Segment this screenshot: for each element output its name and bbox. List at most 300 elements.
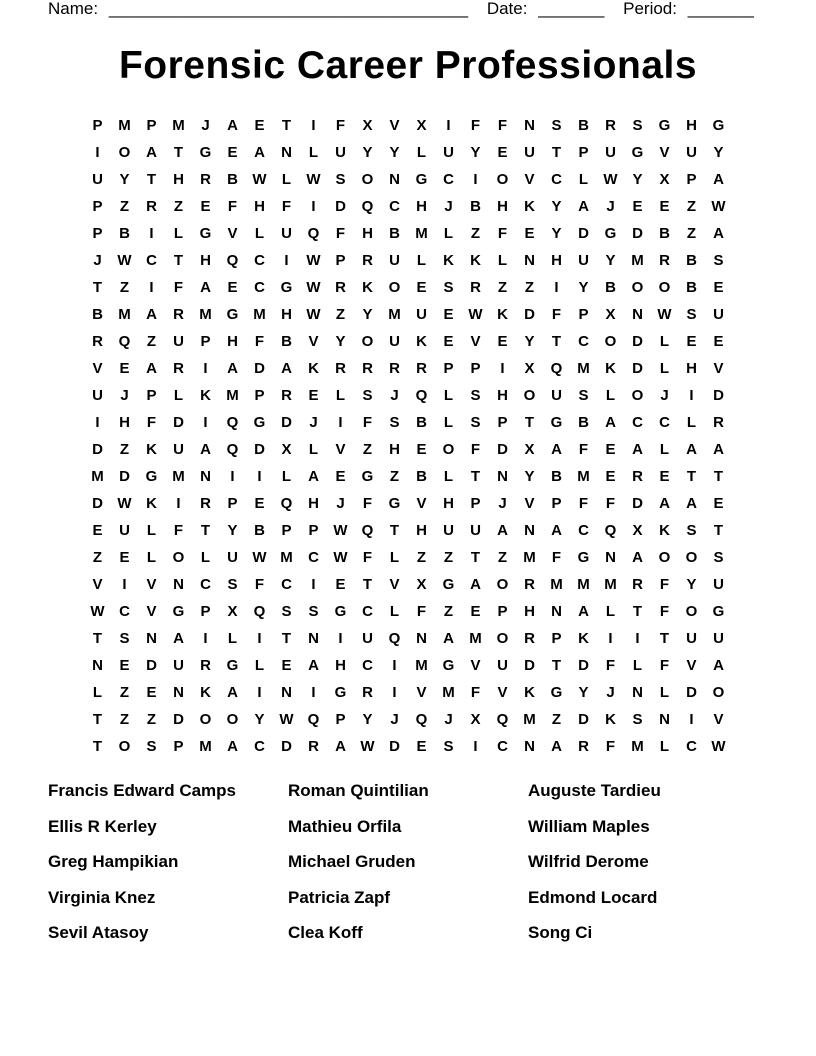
grid-letter[interactable]: Z [119,198,130,215]
grid-letter[interactable]: P [200,333,211,350]
grid-letter[interactable]: H [362,225,373,242]
grid-letter[interactable]: L [605,603,616,620]
grid-letter[interactable]: O [118,144,131,161]
grid-letter[interactable]: D [92,441,103,458]
grid-letter[interactable]: Z [551,711,562,728]
grid-letter[interactable]: R [578,738,589,755]
grid-letter[interactable]: O [658,279,671,296]
grid-letter[interactable]: S [470,414,481,431]
grid-letter[interactable]: I [257,468,262,485]
grid-letter[interactable]: O [118,738,131,755]
grid-letter[interactable]: V [524,171,535,188]
grid-letter[interactable]: B [578,117,589,134]
grid-letter[interactable]: F [173,522,184,539]
grid-letter[interactable]: T [632,603,643,620]
grid-letter[interactable]: D [578,657,589,674]
grid-letter[interactable]: E [713,279,724,296]
grid-letter[interactable]: A [713,171,724,188]
grid-letter[interactable]: E [119,657,130,674]
grid-letter[interactable]: O [685,549,698,566]
grid-letter[interactable]: G [658,117,671,134]
grid-letter[interactable]: M [577,576,590,593]
grid-letter[interactable]: U [686,630,697,647]
grid-letter[interactable]: T [551,144,562,161]
grid-letter[interactable]: I [203,360,208,377]
grid-letter[interactable]: M [550,576,563,593]
grid-letter[interactable]: D [632,333,643,350]
grid-letter[interactable]: P [200,603,211,620]
grid-letter[interactable]: D [524,306,535,323]
grid-letter[interactable]: Z [146,333,157,350]
grid-letter[interactable]: L [281,171,292,188]
grid-letter[interactable]: D [281,738,292,755]
grid-letter[interactable]: X [227,603,238,620]
grid-letter[interactable]: K [146,441,157,458]
grid-letter[interactable]: Y [551,225,562,242]
grid-letter[interactable]: Z [119,711,130,728]
grid-letter[interactable]: U [713,630,724,647]
grid-letter[interactable]: H [551,252,562,269]
grid-letter[interactable]: N [632,306,643,323]
grid-letter[interactable]: Q [361,198,374,215]
grid-letter[interactable]: R [659,252,670,269]
grid-letter[interactable]: L [254,225,265,242]
grid-letter[interactable]: N [551,603,562,620]
grid-letter[interactable]: F [362,414,373,431]
grid-letter[interactable]: G [226,657,239,674]
grid-letter[interactable]: N [524,117,535,134]
grid-letter[interactable]: U [173,441,184,458]
grid-letter[interactable]: W [711,738,726,755]
grid-letter[interactable]: E [119,360,130,377]
grid-letter[interactable]: V [146,576,157,593]
grid-letter[interactable]: A [173,630,184,647]
grid-letter[interactable]: A [713,441,724,458]
grid-letter[interactable]: R [92,333,103,350]
grid-letter[interactable]: N [92,657,103,674]
grid-letter[interactable]: X [362,117,373,134]
grid-letter[interactable]: I [608,630,613,647]
grid-letter[interactable]: L [146,549,157,566]
grid-letter[interactable]: I [95,414,100,431]
grid-letter[interactable]: H [497,198,508,215]
grid-letter[interactable]: J [336,495,345,512]
grid-letter[interactable]: D [497,441,508,458]
grid-letter[interactable]: I [203,414,208,431]
grid-letter[interactable]: G [712,117,725,134]
grid-letter[interactable]: W [468,306,483,323]
grid-letter[interactable]: Z [173,198,184,215]
grid-letter[interactable]: D [92,495,103,512]
grid-letter[interactable]: K [146,495,157,512]
grid-letter[interactable]: T [92,630,103,647]
grid-letter[interactable]: T [200,522,211,539]
grid-letter[interactable]: P [227,495,238,512]
grid-letter[interactable]: S [227,576,238,593]
grid-letter[interactable]: M [577,468,590,485]
grid-letter[interactable]: E [632,198,643,215]
grid-letter[interactable]: Q [415,387,428,404]
grid-letter[interactable]: A [605,414,616,431]
grid-letter[interactable]: A [227,117,238,134]
grid-letter[interactable]: M [226,387,239,404]
grid-letter[interactable]: T [551,333,562,350]
grid-letter[interactable]: Y [362,711,373,728]
grid-letter[interactable]: W [117,495,132,512]
grid-letter[interactable]: X [281,441,292,458]
grid-letter[interactable]: Z [92,549,103,566]
grid-letter[interactable]: F [605,495,616,512]
grid-letter[interactable]: P [92,198,103,215]
grid-letter[interactable]: S [281,603,292,620]
grid-letter[interactable]: E [713,333,724,350]
grid-letter[interactable]: R [632,576,643,593]
grid-letter[interactable]: F [659,657,670,674]
grid-letter[interactable]: X [416,576,427,593]
grid-letter[interactable]: M [442,684,455,701]
grid-letter[interactable]: T [686,468,697,485]
grid-letter[interactable]: Q [226,252,239,269]
grid-letter[interactable]: Y [605,252,616,269]
grid-letter[interactable]: A [200,441,211,458]
grid-letter[interactable]: B [254,522,265,539]
grid-letter[interactable]: T [281,117,292,134]
grid-letter[interactable]: D [281,414,292,431]
grid-letter[interactable]: T [659,630,670,647]
grid-letter[interactable]: S [713,549,724,566]
grid-letter[interactable]: E [605,441,616,458]
grid-letter[interactable]: T [389,522,400,539]
grid-letter[interactable]: G [550,684,563,701]
grid-letter[interactable]: S [551,117,562,134]
grid-letter[interactable]: U [551,387,562,404]
grid-letter[interactable]: A [200,279,211,296]
grid-letter[interactable]: T [470,549,481,566]
grid-letter[interactable]: O [523,387,536,404]
grid-letter[interactable]: P [551,630,562,647]
grid-letter[interactable]: T [551,657,562,674]
grid-letter[interactable]: T [173,252,184,269]
grid-letter[interactable]: E [92,522,103,539]
grid-letter[interactable]: Q [280,495,293,512]
grid-letter[interactable]: U [335,144,346,161]
grid-letter[interactable]: P [281,522,292,539]
grid-letter[interactable]: A [227,684,238,701]
grid-letter[interactable]: K [308,360,319,377]
grid-letter[interactable]: C [578,333,589,350]
grid-letter[interactable]: B [605,279,616,296]
grid-letter[interactable]: N [497,468,508,485]
grid-letter[interactable]: L [227,630,238,647]
grid-letter[interactable]: I [446,117,451,134]
grid-letter[interactable]: Y [578,684,589,701]
grid-letter[interactable]: P [497,603,508,620]
grid-letter[interactable]: N [146,630,157,647]
grid-letter[interactable]: I [257,630,262,647]
grid-letter[interactable]: M [577,360,590,377]
grid-letter[interactable]: O [199,711,212,728]
grid-letter[interactable]: K [605,360,616,377]
grid-letter[interactable]: H [119,414,130,431]
grid-letter[interactable]: P [686,171,697,188]
grid-letter[interactable]: C [119,603,130,620]
grid-letter[interactable]: V [686,657,697,674]
grid-letter[interactable]: E [416,279,427,296]
grid-letter[interactable]: N [416,630,427,647]
grid-letter[interactable]: W [117,252,132,269]
grid-letter[interactable]: O [685,603,698,620]
grid-letter[interactable]: S [686,306,697,323]
grid-letter[interactable]: T [524,414,535,431]
grid-letter[interactable]: W [306,171,321,188]
grid-letter[interactable]: W [333,522,348,539]
grid-letter[interactable]: I [311,117,316,134]
grid-letter[interactable]: F [605,657,616,674]
grid-letter[interactable]: K [200,684,211,701]
grid-letter[interactable]: A [308,468,319,485]
grid-letter[interactable]: J [201,117,210,134]
grid-letter[interactable]: N [524,252,535,269]
grid-letter[interactable]: D [389,738,400,755]
grid-letter[interactable]: I [392,684,397,701]
grid-letter[interactable]: K [497,306,508,323]
grid-letter[interactable]: K [416,333,427,350]
grid-letter[interactable]: J [309,414,318,431]
grid-letter[interactable]: A [227,360,238,377]
grid-letter[interactable]: S [119,630,130,647]
grid-letter[interactable]: A [632,441,643,458]
grid-letter[interactable]: Z [686,225,697,242]
grid-letter[interactable]: D [254,441,265,458]
grid-letter[interactable]: G [631,144,644,161]
grid-letter[interactable]: E [227,279,238,296]
grid-letter[interactable]: N [524,522,535,539]
name-blank[interactable]: ______________________________________ [108,0,469,18]
grid-letter[interactable]: V [713,360,724,377]
grid-letter[interactable]: D [524,657,535,674]
grid-letter[interactable]: E [470,603,481,620]
grid-letter[interactable]: L [578,171,589,188]
grid-letter[interactable]: E [605,468,616,485]
grid-letter[interactable]: U [416,306,427,323]
grid-letter[interactable]: S [335,171,346,188]
grid-letter[interactable]: L [659,333,670,350]
grid-letter[interactable]: B [470,198,481,215]
grid-letter[interactable]: E [335,576,346,593]
grid-letter[interactable]: T [713,522,724,539]
grid-letter[interactable]: P [578,306,589,323]
grid-letter[interactable]: Y [551,198,562,215]
grid-letter[interactable]: H [254,198,265,215]
grid-letter[interactable]: E [659,198,670,215]
grid-letter[interactable]: Q [604,522,617,539]
grid-letter[interactable]: S [443,738,454,755]
grid-letter[interactable]: R [389,360,400,377]
grid-letter[interactable]: G [388,495,401,512]
grid-letter[interactable]: V [659,144,670,161]
grid-letter[interactable]: F [578,441,589,458]
grid-letter[interactable]: D [713,387,724,404]
grid-letter[interactable]: L [443,387,454,404]
grid-letter[interactable]: J [120,387,129,404]
grid-letter[interactable]: O [388,279,401,296]
grid-letter[interactable]: A [551,522,562,539]
grid-letter[interactable]: W [306,252,321,269]
grid-letter[interactable]: G [604,225,617,242]
grid-letter[interactable]: H [281,306,292,323]
grid-letter[interactable]: R [173,306,184,323]
grid-letter[interactable]: A [551,441,562,458]
grid-letter[interactable]: G [442,657,455,674]
grid-letter[interactable]: E [497,144,508,161]
grid-letter[interactable]: E [497,333,508,350]
grid-letter[interactable]: X [632,522,643,539]
grid-letter[interactable]: W [252,171,267,188]
grid-letter[interactable]: A [146,360,157,377]
grid-letter[interactable]: V [335,441,346,458]
grid-letter[interactable]: U [497,657,508,674]
grid-letter[interactable]: N [173,576,184,593]
grid-letter[interactable]: O [361,171,374,188]
grid-letter[interactable]: L [173,225,184,242]
grid-letter[interactable]: Y [119,171,130,188]
grid-letter[interactable]: S [470,387,481,404]
grid-letter[interactable]: L [605,387,616,404]
grid-letter[interactable]: F [254,333,265,350]
grid-letter[interactable]: P [92,225,103,242]
grid-letter[interactable]: E [686,333,697,350]
grid-letter[interactable]: R [416,360,427,377]
grid-letter[interactable]: L [335,387,346,404]
grid-letter[interactable]: K [578,630,589,647]
grid-letter[interactable]: V [713,711,724,728]
grid-letter[interactable]: R [308,738,319,755]
grid-letter[interactable]: W [252,549,267,566]
grid-letter[interactable]: V [389,576,400,593]
grid-letter[interactable]: S [443,279,454,296]
grid-letter[interactable]: C [659,414,670,431]
grid-letter[interactable]: R [524,576,535,593]
grid-letter[interactable]: U [389,252,400,269]
grid-letter[interactable]: Z [416,549,427,566]
grid-letter[interactable]: J [444,711,453,728]
grid-letter[interactable]: T [713,468,724,485]
grid-letter[interactable]: J [660,387,669,404]
grid-letter[interactable]: Y [713,144,724,161]
grid-letter[interactable]: Z [146,711,157,728]
grid-letter[interactable]: L [254,657,265,674]
grid-letter[interactable]: G [334,603,347,620]
grid-letter[interactable]: O [172,549,185,566]
grid-letter[interactable]: C [389,198,400,215]
grid-letter[interactable]: H [173,171,184,188]
grid-letter[interactable]: Z [686,198,697,215]
grid-letter[interactable]: U [119,522,130,539]
grid-letter[interactable]: L [443,414,454,431]
grid-letter[interactable]: S [389,414,400,431]
grid-letter[interactable]: C [254,279,265,296]
grid-letter[interactable]: C [254,252,265,269]
grid-letter[interactable]: U [524,144,535,161]
grid-letter[interactable]: H [443,495,454,512]
grid-letter[interactable]: R [605,117,616,134]
grid-letter[interactable]: G [550,414,563,431]
grid-letter[interactable]: G [712,603,725,620]
grid-letter[interactable]: R [200,657,211,674]
grid-letter[interactable]: M [199,306,212,323]
grid-letter[interactable]: R [713,414,724,431]
grid-letter[interactable]: S [632,117,643,134]
grid-letter[interactable]: E [254,495,265,512]
grid-letter[interactable]: D [173,711,184,728]
grid-letter[interactable]: D [173,414,184,431]
grid-letter[interactable]: Z [443,603,454,620]
grid-letter[interactable]: X [524,360,535,377]
grid-letter[interactable]: A [281,360,292,377]
grid-letter[interactable]: Y [524,333,535,350]
grid-letter[interactable]: L [632,657,643,674]
grid-letter[interactable]: E [659,468,670,485]
grid-letter[interactable]: A [227,738,238,755]
grid-letter[interactable]: Y [524,468,535,485]
grid-letter[interactable]: E [200,198,211,215]
grid-letter[interactable]: Q [361,522,374,539]
grid-letter[interactable]: W [711,198,726,215]
grid-letter[interactable]: W [657,306,672,323]
grid-letter[interactable]: R [173,360,184,377]
grid-letter[interactable]: T [146,171,157,188]
grid-letter[interactable]: S [713,252,724,269]
grid-letter[interactable]: G [334,684,347,701]
grid-letter[interactable]: O [631,279,644,296]
grid-letter[interactable]: F [497,225,508,242]
grid-letter[interactable]: V [92,360,103,377]
grid-letter[interactable]: B [119,225,130,242]
grid-letter[interactable]: T [92,279,103,296]
grid-letter[interactable]: V [389,117,400,134]
grid-letter[interactable]: F [551,306,562,323]
grid-letter[interactable]: J [390,387,399,404]
grid-letter[interactable]: F [416,603,427,620]
grid-letter[interactable]: O [631,387,644,404]
grid-letter[interactable]: T [362,576,373,593]
grid-letter[interactable]: F [362,549,373,566]
grid-letter[interactable]: I [149,279,154,296]
grid-letter[interactable]: I [203,630,208,647]
grid-letter[interactable]: F [551,549,562,566]
grid-letter[interactable]: D [146,657,157,674]
grid-letter[interactable]: P [308,522,319,539]
grid-letter[interactable]: F [605,738,616,755]
grid-letter[interactable]: Y [632,171,643,188]
grid-letter[interactable]: K [524,198,535,215]
grid-letter[interactable]: A [146,144,157,161]
grid-letter[interactable]: N [200,468,211,485]
grid-letter[interactable]: A [443,630,454,647]
grid-letter[interactable]: E [254,117,265,134]
grid-letter[interactable]: Y [470,144,481,161]
grid-letter[interactable]: L [416,252,427,269]
grid-letter[interactable]: E [281,657,292,674]
grid-letter[interactable]: M [118,117,131,134]
grid-letter[interactable]: D [686,684,697,701]
grid-letter[interactable]: H [686,360,697,377]
grid-letter[interactable]: S [686,522,697,539]
grid-letter[interactable]: Z [497,279,508,296]
grid-letter[interactable]: N [389,171,400,188]
grid-letter[interactable]: F [470,441,481,458]
grid-letter[interactable]: I [95,144,100,161]
